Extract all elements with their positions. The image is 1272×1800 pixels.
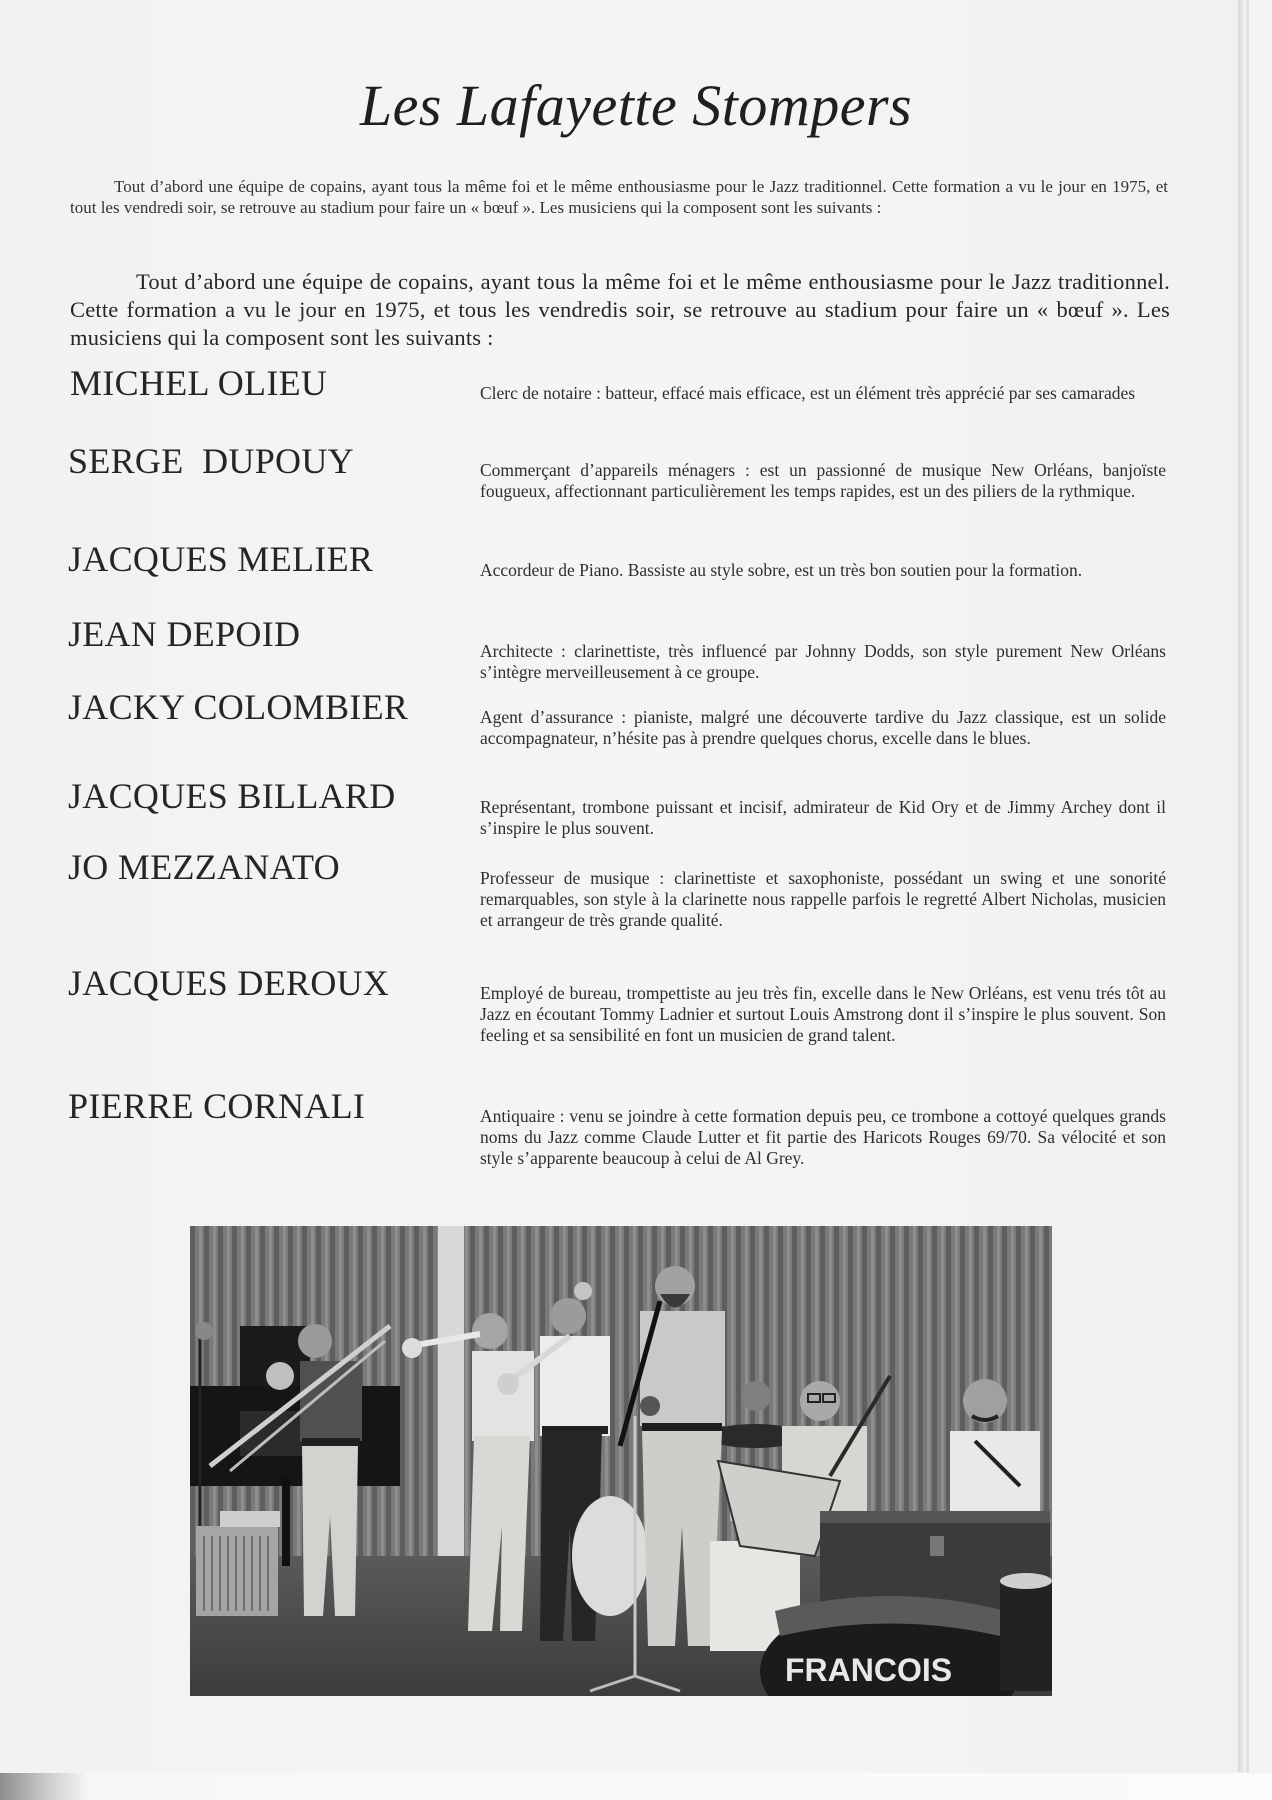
musician-bio: Représentant, trombone puissant et incisif, admirateur de Kid Ory et de Jimmy Archey dont il s’inspire le plus souvent. (480, 797, 1166, 838)
musician-name: MICHEL OLIEU (70, 363, 328, 403)
drum-lettering: FRANCOIS (785, 1652, 953, 1688)
band-photo-illustration (190, 1226, 1052, 1696)
intro-paragraph: Tout d’abord une équipe de copains, ayant tous la même foi et le même enthousiasme pour le Jazz traditionnel. Cette formation a vu le jour en 1975, et tous les vendredis soir, se retrouve au stadium pour faire un « bœuf ». Les musiciens qui la composent sont les suivants : (70, 269, 1170, 350)
musician-bio: Agent d’assurance : pianiste, malgré une découverte tardive du Jazz classique, est un solide accompagnateur, n’hésite pas à prendre quelques chorus, excelle dans le blues. (480, 707, 1166, 748)
musician-name: JACQUES MELIER (68, 539, 374, 579)
musician-bio: Commerçant d’appareils ménagers : est un passionné de musique New Orléans, banjoïste fougueux, affectionnant particulièrement les temps rapides, est un des piliers de la rythmique. (480, 460, 1166, 501)
band-photo (190, 1226, 1052, 1696)
musician-bio: Architecte : clarinettiste, très influencé par Johnny Dodds, son style purement New Orléans s’intègre merveilleusement à ce groupe. (480, 641, 1166, 682)
musician-name: JO MEZZANATO (68, 847, 340, 887)
page-title: Les Lafayette Stompers (359, 73, 913, 138)
stage-pillar (438, 1226, 464, 1556)
musician-bio: Employé de bureau, trompettiste au jeu très fin, excelle dans le New Orléans, est venu trés tôt au Jazz en écoutant Tommy Ladnier et surtout Louis Amstrong dont il s’inspire le plus souvent. Son feeling et sa sensibilité en font un musicien de grand talent. (480, 983, 1166, 1045)
musician-name: PIERRE CORNALI (68, 1086, 366, 1126)
intro-paragraph-draft: Tout d’abord une équipe de copains, ayant tous la même foi et le même enthousiasme pour le Jazz traditionnel. Cette formation a vu le jour en 1975, et tout les vendredi soir, se retrouve au stadium pour faire un « bœuf ». Les musiciens qui la composent sont les suivants : (70, 177, 1168, 217)
musician-name: JACQUES BILLARD (68, 776, 396, 816)
musician-name: JEAN DEPOID (68, 614, 301, 654)
scan-bottom-edge (0, 1773, 1272, 1800)
page-edge (1246, 0, 1249, 1775)
musician-bio: Professeur de musique : clarinettiste et saxophoniste, possédant un swing et une sonorité remarquables, son style à la clarinette nous rappelle parfois le regretté Albert Nicholas, musicien et arrangeur de très grande qualité. (480, 868, 1166, 930)
musician-name: JACQUES DEROUX (68, 963, 390, 1003)
drummer-figure (741, 1381, 771, 1411)
bass-drum (760, 1596, 1020, 1696)
musician-name: JACKY COLOMBIER (68, 687, 409, 727)
musician-bio: Accordeur de Piano. Bassiste au style sobre, est un très bon soutien pour la formation. (480, 560, 1083, 580)
musician-bio: Antiquaire : venu se joindre à cette formation depuis peu, ce trombone a cottoyé quelques grands noms du Jazz comme Claude Lutter et fit partie des Haricots Rouges 69/70. Sa vélocité et son style s’apparente beaucoup à celui de Al Grey. (480, 1106, 1166, 1168)
musician-bio: Clerc de notaire : batteur, effacé mais efficace, est un élément très apprécié par ses camarades (480, 383, 1136, 403)
musician-name: SERGE DUPOUY (68, 441, 354, 481)
amplifier (196, 1511, 280, 1616)
floor-tom (1000, 1581, 1052, 1691)
page-edge-shadow (1238, 0, 1244, 1772)
